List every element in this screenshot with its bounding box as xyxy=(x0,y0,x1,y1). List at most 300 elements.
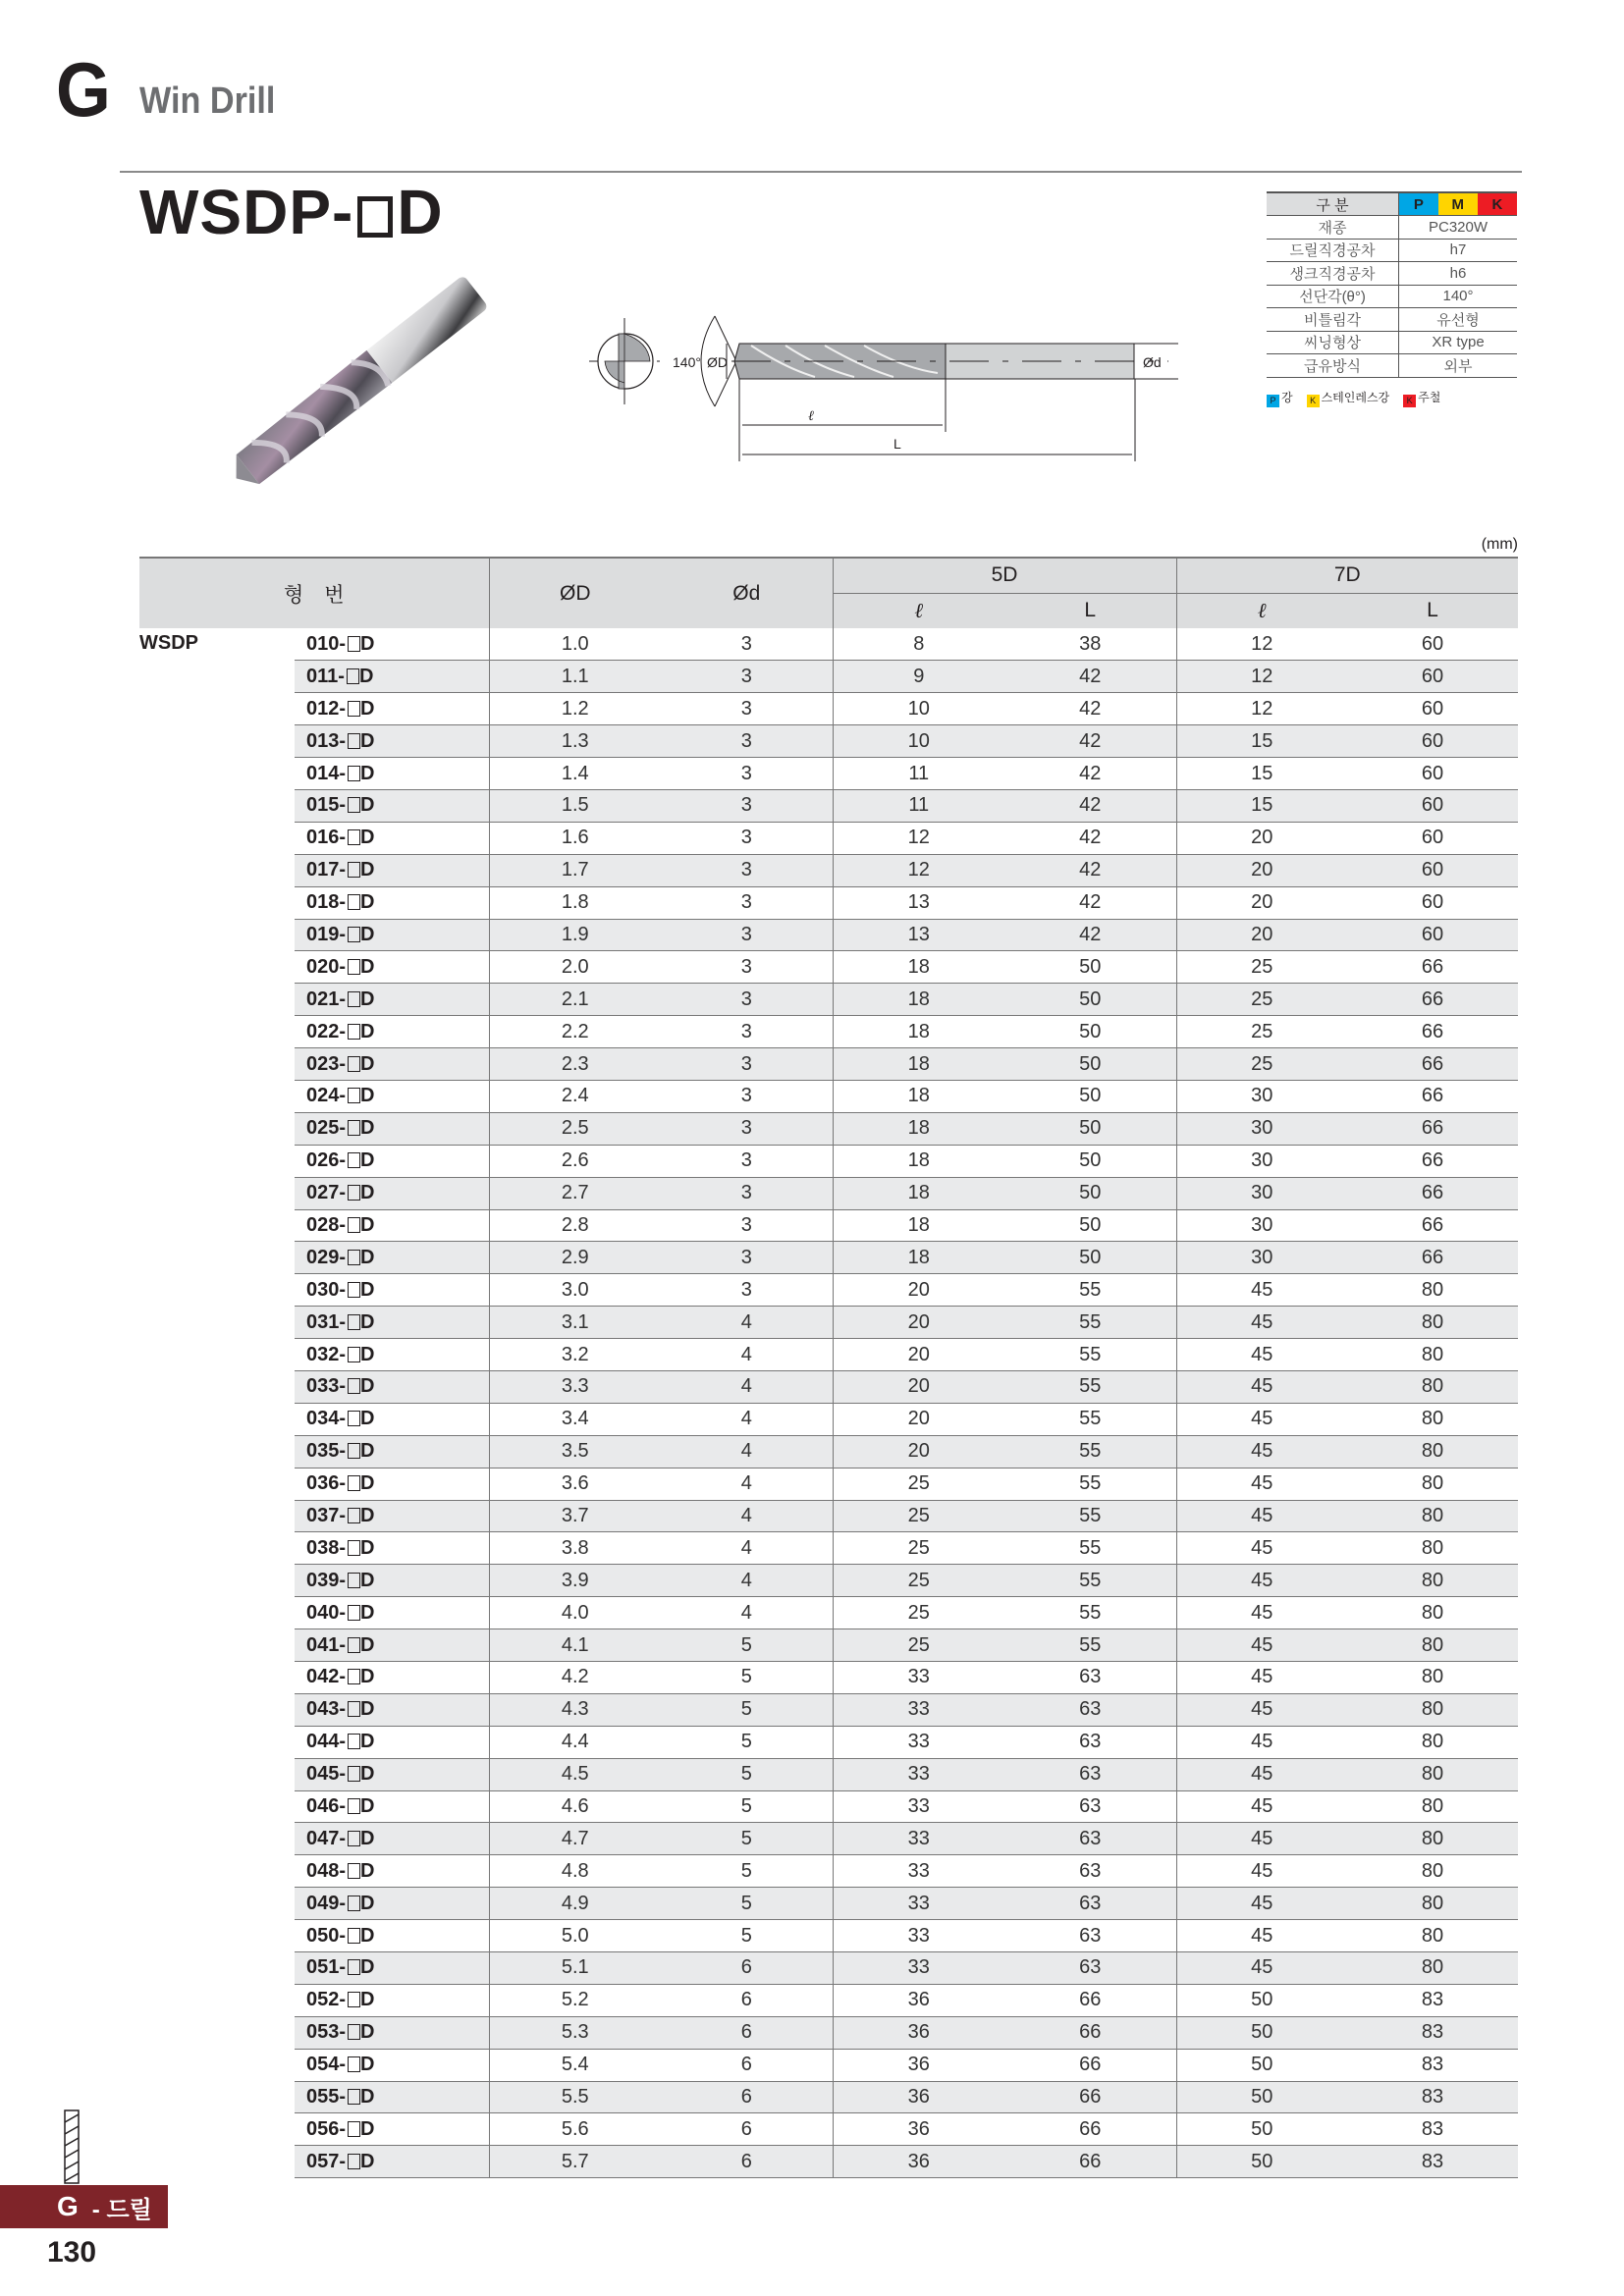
flute-length-5d: 18 xyxy=(833,1080,1004,1112)
model-code-text: 033- xyxy=(306,1375,347,1398)
overall-length-7d: 60 xyxy=(1347,919,1518,951)
chapter-label: - 드릴 xyxy=(91,2196,152,2223)
flute-length-5d: 20 xyxy=(833,1403,1004,1435)
drill-diameter: 3.8 xyxy=(489,1532,661,1565)
shank-diameter: 6 xyxy=(661,1984,833,2016)
model-code-text: 037- xyxy=(306,1504,347,1526)
model-code-suffix: D xyxy=(360,1956,375,1979)
flute-length-5d: 18 xyxy=(833,1048,1004,1081)
overall-length-5d: 50 xyxy=(1004,1145,1176,1177)
spec-table xyxy=(1267,191,1517,378)
model-code xyxy=(295,1823,489,1855)
shank-diameter: 3 xyxy=(661,789,833,822)
overall-length-7d: 80 xyxy=(1347,1790,1518,1823)
model-code-text: 029- xyxy=(306,1246,347,1268)
flute-length-7d: 12 xyxy=(1176,693,1347,725)
drill-diameter: 4.7 xyxy=(489,1823,661,1855)
overall-length-5d: 50 xyxy=(1004,1112,1176,1145)
spec-row xyxy=(1267,216,1517,240)
overall-length-5d: 66 xyxy=(1004,2016,1176,2049)
overall-length-5d: 42 xyxy=(1004,789,1176,822)
shank-diameter: 3 xyxy=(661,886,833,919)
table-row xyxy=(139,1952,1518,1985)
table-row xyxy=(139,1403,1518,1435)
overall-length-7d: 80 xyxy=(1347,1565,1518,1597)
model-code xyxy=(295,1952,489,1985)
overall-length-7d: 83 xyxy=(1347,2113,1518,2146)
model-code-text: 015- xyxy=(306,794,347,817)
drill-diameter: 2.4 xyxy=(489,1080,661,1112)
drill-diameter: 4.1 xyxy=(489,1629,661,1662)
flute-length-7d: 30 xyxy=(1176,1112,1347,1145)
overall-length-5d: 63 xyxy=(1004,1726,1176,1758)
shank-diameter: 5 xyxy=(661,1629,833,1662)
model-code-suffix: D xyxy=(360,1892,375,1914)
model-code-text: 024- xyxy=(306,1085,347,1107)
table-row xyxy=(139,2016,1518,2049)
spec-row xyxy=(1267,308,1517,332)
overall-length-7d: 66 xyxy=(1347,1209,1518,1242)
flute-length-7d: 25 xyxy=(1176,1048,1347,1081)
placeholder-box-icon xyxy=(348,1411,360,1426)
model-code-text: 014- xyxy=(306,762,347,784)
flute-length-7d: 25 xyxy=(1176,984,1347,1016)
flute-length-7d: 30 xyxy=(1176,1080,1347,1112)
drill-technical-drawing xyxy=(579,275,1178,461)
flute-length-5d: 25 xyxy=(833,1532,1004,1565)
overall-length-5d: 55 xyxy=(1004,1403,1176,1435)
flute-length-5d: 36 xyxy=(833,2146,1004,2178)
overall-length-5d: 63 xyxy=(1004,1790,1176,1823)
flute-length-5d: 12 xyxy=(833,854,1004,886)
overall-length-5d: 55 xyxy=(1004,1532,1176,1565)
header-5d-overall-length: L xyxy=(1004,593,1176,628)
model-code xyxy=(295,1629,489,1662)
overall-length-7d: 60 xyxy=(1347,693,1518,725)
flute-length-5d: 18 xyxy=(833,1112,1004,1145)
overall-length-7d: 83 xyxy=(1347,2049,1518,2081)
model-code-suffix: D xyxy=(360,1278,375,1301)
placeholder-box-icon xyxy=(348,927,360,942)
drill-diameter: 5.2 xyxy=(489,1984,661,2016)
flute-length-5d: 11 xyxy=(833,758,1004,790)
flute-length-7d: 15 xyxy=(1176,789,1347,822)
flute-length-7d: 45 xyxy=(1176,1920,1347,1952)
placeholder-box-icon xyxy=(348,1540,360,1556)
shank-diameter: 3 xyxy=(661,628,833,661)
flute-length-5d: 18 xyxy=(833,984,1004,1016)
placeholder-box-icon xyxy=(348,1959,360,1975)
shank-diameter: 4 xyxy=(661,1468,833,1500)
chapter-letter: G xyxy=(57,2191,79,2221)
spec-value: 외부 xyxy=(1399,354,1517,378)
model-code-text: 038- xyxy=(306,1536,347,1559)
model-code-text: 026- xyxy=(306,1149,347,1172)
placeholder-box-icon xyxy=(348,1282,360,1298)
legend-swatch: K xyxy=(1403,395,1416,407)
model-code-text: 017- xyxy=(306,859,347,881)
header-7d-flute-length: ℓ xyxy=(1176,593,1347,628)
legend-swatch: K xyxy=(1307,395,1320,407)
overall-length-5d: 66 xyxy=(1004,2081,1176,2113)
table-row xyxy=(139,1112,1518,1145)
overall-length-7d: 80 xyxy=(1347,1500,1518,1532)
overall-length-5d: 66 xyxy=(1004,2146,1176,2178)
model-code-text: 045- xyxy=(306,1763,347,1786)
model-code-suffix: D xyxy=(360,1310,375,1333)
overall-length-5d: 42 xyxy=(1004,919,1176,951)
legend-item-stainless xyxy=(1307,389,1390,407)
placeholder-box-icon xyxy=(348,1573,360,1588)
overall-length-7d: 80 xyxy=(1347,1274,1518,1307)
drill-diameter: 1.8 xyxy=(489,886,661,919)
flute-length-5d: 33 xyxy=(833,1920,1004,1952)
drill-diameter: 5.4 xyxy=(489,2049,661,2081)
model-code-suffix: D xyxy=(360,1246,375,1268)
placeholder-box-icon xyxy=(348,1250,360,1265)
flute-length-5d: 33 xyxy=(833,1790,1004,1823)
overall-length-5d: 50 xyxy=(1004,951,1176,984)
shank-diameter: 3 xyxy=(661,1112,833,1145)
table-row xyxy=(139,1790,1518,1823)
overall-length-7d: 66 xyxy=(1347,1080,1518,1112)
overall-length-7d: 80 xyxy=(1347,1532,1518,1565)
drill-diameter: 3.3 xyxy=(489,1370,661,1403)
placeholder-box-icon xyxy=(348,1088,360,1103)
flute-length-7d: 30 xyxy=(1176,1145,1347,1177)
overall-length-7d: 83 xyxy=(1347,2146,1518,2178)
flute-length-7d: 45 xyxy=(1176,1952,1347,1985)
model-code-suffix: D xyxy=(360,1601,375,1624)
flute-length-5d: 9 xyxy=(833,661,1004,693)
placeholder-box-icon xyxy=(348,829,360,845)
table-row xyxy=(139,1629,1518,1662)
spec-label: 씨닝형상 xyxy=(1267,331,1399,354)
table-row xyxy=(139,661,1518,693)
drill-diameter: 4.4 xyxy=(489,1726,661,1758)
flute-length-label: ℓ xyxy=(808,409,814,424)
model-code xyxy=(295,1112,489,1145)
model-title xyxy=(139,177,444,247)
model-code-suffix: D xyxy=(360,859,375,881)
overall-length-5d: 63 xyxy=(1004,1952,1176,1985)
flute-length-7d: 50 xyxy=(1176,2113,1347,2146)
table-row xyxy=(139,1565,1518,1597)
model-code xyxy=(295,725,489,758)
overall-length-5d: 50 xyxy=(1004,984,1176,1016)
shank-diameter: 6 xyxy=(661,2049,833,2081)
model-code-suffix: D xyxy=(358,665,374,687)
drill-diameter: 5.3 xyxy=(489,2016,661,2049)
model-code-text: 050- xyxy=(306,1924,347,1947)
table-row xyxy=(139,1080,1518,1112)
model-code xyxy=(295,1597,489,1629)
table-row xyxy=(139,1984,1518,2016)
model-code-suffix: D xyxy=(360,1408,375,1430)
drill-diameter: 1.6 xyxy=(489,822,661,854)
placeholder-box-icon xyxy=(348,862,360,878)
model-code-text: 036- xyxy=(306,1472,347,1495)
model-code-suffix: D xyxy=(360,2150,375,2172)
drill-diameter: 1.1 xyxy=(489,661,661,693)
drill-diameter: 1.4 xyxy=(489,758,661,790)
placeholder-box-icon xyxy=(348,1734,360,1749)
overall-length-7d: 80 xyxy=(1347,1597,1518,1629)
overall-length-7d: 66 xyxy=(1347,1242,1518,1274)
flute-length-5d: 33 xyxy=(833,1888,1004,1920)
model-code-text: 022- xyxy=(306,1020,347,1042)
overall-length-5d: 42 xyxy=(1004,758,1176,790)
placeholder-box-icon xyxy=(348,1605,360,1621)
flute-length-7d: 30 xyxy=(1176,1242,1347,1274)
spec-label: 드릴직경공차 xyxy=(1267,239,1399,262)
shank-diameter: 3 xyxy=(661,1209,833,1242)
flute-length-5d: 13 xyxy=(833,919,1004,951)
flute-length-7d: 25 xyxy=(1176,951,1347,984)
shank-diameter: 3 xyxy=(661,725,833,758)
drill-diameter: 4.5 xyxy=(489,1758,661,1790)
flute-length-5d: 11 xyxy=(833,789,1004,822)
spec-value: XR type xyxy=(1399,331,1517,354)
flute-length-7d: 45 xyxy=(1176,1435,1347,1468)
shank-diameter: 4 xyxy=(661,1532,833,1565)
series-label: WSDP xyxy=(139,632,198,654)
drill-icon xyxy=(63,2109,81,2185)
drill-diameter: 3.1 xyxy=(489,1307,661,1339)
model-code xyxy=(295,1888,489,1920)
drill-diameter: 3.9 xyxy=(489,1565,661,1597)
flute-length-5d: 20 xyxy=(833,1370,1004,1403)
model-code xyxy=(295,1693,489,1726)
drill-diameter: 2.6 xyxy=(489,1145,661,1177)
model-code-suffix: D xyxy=(360,923,375,945)
model-code-suffix: D xyxy=(360,1375,375,1398)
placeholder-box-icon xyxy=(348,1798,360,1814)
placeholder-box-icon xyxy=(347,668,359,684)
overall-length-5d: 55 xyxy=(1004,1370,1176,1403)
flute-length-7d: 12 xyxy=(1176,661,1347,693)
drill-diameter: 1.9 xyxy=(489,919,661,951)
model-code xyxy=(295,758,489,790)
model-code-text: 031- xyxy=(306,1310,347,1333)
flute-length-5d: 10 xyxy=(833,693,1004,725)
shank-diameter: 5 xyxy=(661,1920,833,1952)
flute-length-5d: 13 xyxy=(833,886,1004,919)
model-code-text: 056- xyxy=(306,2117,347,2140)
model-code-text: 055- xyxy=(306,2086,347,2109)
table-row xyxy=(139,758,1518,790)
header-shank-diameter: Ød xyxy=(661,558,833,628)
overall-length-7d: 60 xyxy=(1347,661,1518,693)
drill-diameter: 2.1 xyxy=(489,984,661,1016)
placeholder-box-icon xyxy=(348,1701,360,1717)
overall-length-7d: 80 xyxy=(1347,1855,1518,1888)
overall-length-7d: 66 xyxy=(1347,1016,1518,1048)
model-code-text: 057- xyxy=(306,2150,347,2172)
flute-length-7d: 45 xyxy=(1176,1565,1347,1597)
flute-length-7d: 45 xyxy=(1176,1662,1347,1694)
drill-diameter: 3.5 xyxy=(489,1435,661,1468)
overall-length-7d: 83 xyxy=(1347,2081,1518,2113)
model-code-suffix: D xyxy=(360,632,375,655)
section-title: Win Drill xyxy=(139,80,276,122)
overall-length-5d: 42 xyxy=(1004,693,1176,725)
placeholder-box-icon xyxy=(348,1669,360,1684)
model-code-text: 039- xyxy=(306,1569,347,1591)
shank-diameter: 3 xyxy=(661,1242,833,1274)
model-code xyxy=(295,1532,489,1565)
flute-length-5d: 36 xyxy=(833,2081,1004,2113)
model-code xyxy=(295,628,489,661)
shank-diameter: 5 xyxy=(661,1888,833,1920)
shank-diameter: 6 xyxy=(661,1952,833,1985)
overall-length-7d: 83 xyxy=(1347,2016,1518,2049)
header-7d-overall-length: L xyxy=(1347,593,1518,628)
table-row xyxy=(139,725,1518,758)
overall-length-7d: 80 xyxy=(1347,1726,1518,1758)
model-suffix: D xyxy=(397,177,444,247)
table-row xyxy=(139,1016,1518,1048)
model-code xyxy=(295,1274,489,1307)
model-code-suffix: D xyxy=(360,1440,375,1463)
flute-length-5d: 33 xyxy=(833,1726,1004,1758)
spec-header-row xyxy=(1267,192,1517,216)
table-row xyxy=(139,1855,1518,1888)
flute-length-7d: 30 xyxy=(1176,1177,1347,1209)
model-code xyxy=(295,1209,489,1242)
material-m-badge: M xyxy=(1438,192,1478,216)
model-code-suffix: D xyxy=(360,1020,375,1042)
model-code-suffix: D xyxy=(360,1343,375,1365)
legend-text: 스테인레스강 xyxy=(1321,391,1390,404)
table-row xyxy=(139,1435,1518,1468)
placeholder-box-icon xyxy=(348,1056,360,1072)
shank-diameter: 3 xyxy=(661,1177,833,1209)
drill-diameter: 4.8 xyxy=(489,1855,661,1888)
overall-length-5d: 63 xyxy=(1004,1855,1176,1888)
overall-length-5d: 50 xyxy=(1004,1080,1176,1112)
flute-length-5d: 36 xyxy=(833,2113,1004,2146)
model-code-suffix: D xyxy=(360,1569,375,1591)
model-code-suffix: D xyxy=(360,1763,375,1786)
model-code-text: 047- xyxy=(306,1827,347,1849)
placeholder-box-icon xyxy=(348,959,360,975)
shank-diameter: 3 xyxy=(661,854,833,886)
model-code xyxy=(295,2146,489,2178)
shank-diameter: 3 xyxy=(661,1016,833,1048)
drill-diameter: 3.2 xyxy=(489,1339,661,1371)
model-code-suffix: D xyxy=(360,762,375,784)
shank-diameter: 6 xyxy=(661,2016,833,2049)
model-code xyxy=(295,1145,489,1177)
placeholder-box-icon xyxy=(348,2121,360,2137)
flute-length-5d: 25 xyxy=(833,1468,1004,1500)
placeholder-box-icon xyxy=(348,1378,360,1394)
overall-length-7d: 80 xyxy=(1347,1468,1518,1500)
flute-length-5d: 33 xyxy=(833,1952,1004,1985)
model-code-suffix: D xyxy=(360,988,375,1010)
table-row xyxy=(139,1823,1518,1855)
table-row xyxy=(139,1370,1518,1403)
placeholder-box-icon xyxy=(348,1637,360,1653)
drill-diameter: 1.7 xyxy=(489,854,661,886)
table-row xyxy=(139,1758,1518,1790)
spec-value: h6 xyxy=(1399,262,1517,286)
model-code-text: 046- xyxy=(306,1795,347,1817)
model-code-text: 019- xyxy=(306,923,347,945)
model-code xyxy=(295,1468,489,1500)
flute-length-7d: 25 xyxy=(1176,1016,1347,1048)
drill-diameter: 1.5 xyxy=(489,789,661,822)
flute-length-5d: 36 xyxy=(833,1984,1004,2016)
model-code-text: 034- xyxy=(306,1408,347,1430)
flute-length-7d: 45 xyxy=(1176,1726,1347,1758)
overall-length-5d: 55 xyxy=(1004,1629,1176,1662)
material-legend xyxy=(1267,389,1440,407)
flute-length-7d: 45 xyxy=(1176,1403,1347,1435)
overall-length-5d: 55 xyxy=(1004,1274,1176,1307)
model-code-suffix: D xyxy=(360,827,375,849)
model-code-suffix: D xyxy=(360,1504,375,1526)
header-divider xyxy=(120,171,1522,173)
chapter-tab[interactable] xyxy=(0,2185,168,2228)
flute-length-5d: 18 xyxy=(833,1016,1004,1048)
shank-diameter: 5 xyxy=(661,1855,833,1888)
model-code xyxy=(295,1758,489,1790)
shank-diameter: 4 xyxy=(661,1500,833,1532)
model-code-text: 027- xyxy=(306,1182,347,1204)
shank-diameter: 3 xyxy=(661,1048,833,1081)
overall-length-7d: 80 xyxy=(1347,1662,1518,1694)
model-code xyxy=(295,1242,489,1274)
drill-diameter: 2.5 xyxy=(489,1112,661,1145)
flute-length-7d: 15 xyxy=(1176,725,1347,758)
drill-diameter: 1.0 xyxy=(489,628,661,661)
header-model-no: 형 번 xyxy=(139,558,489,628)
table-row xyxy=(139,1339,1518,1371)
model-code xyxy=(295,1370,489,1403)
flute-length-5d: 12 xyxy=(833,822,1004,854)
model-code-text: 044- xyxy=(306,1731,347,1753)
shank-diameter: 4 xyxy=(661,1565,833,1597)
table-row xyxy=(139,2049,1518,2081)
model-code xyxy=(295,1435,489,1468)
table-row xyxy=(139,2113,1518,2146)
model-code-text: 043- xyxy=(306,1698,347,1721)
shank-diameter: 4 xyxy=(661,1403,833,1435)
shank-diameter: 3 xyxy=(661,984,833,1016)
overall-length-7d: 60 xyxy=(1347,886,1518,919)
table-row xyxy=(139,693,1518,725)
model-code-suffix: D xyxy=(360,2086,375,2109)
model-code-suffix: D xyxy=(360,1698,375,1721)
placeholder-box-icon xyxy=(357,196,393,238)
flute-length-7d: 15 xyxy=(1176,758,1347,790)
table-row xyxy=(139,854,1518,886)
model-code xyxy=(295,1500,489,1532)
flute-length-5d: 36 xyxy=(833,2016,1004,2049)
overall-length-5d: 63 xyxy=(1004,1888,1176,1920)
table-row xyxy=(139,1920,1518,1952)
model-code-text: 035- xyxy=(306,1440,347,1463)
placeholder-box-icon xyxy=(348,1766,360,1782)
model-code-suffix: D xyxy=(360,1924,375,1947)
drill-diameter: 2.9 xyxy=(489,1242,661,1274)
model-code-suffix: D xyxy=(360,1666,375,1688)
overall-length-5d: 55 xyxy=(1004,1500,1176,1532)
material-k-badge: K xyxy=(1478,192,1517,216)
model-prefix: WSDP- xyxy=(139,177,354,247)
